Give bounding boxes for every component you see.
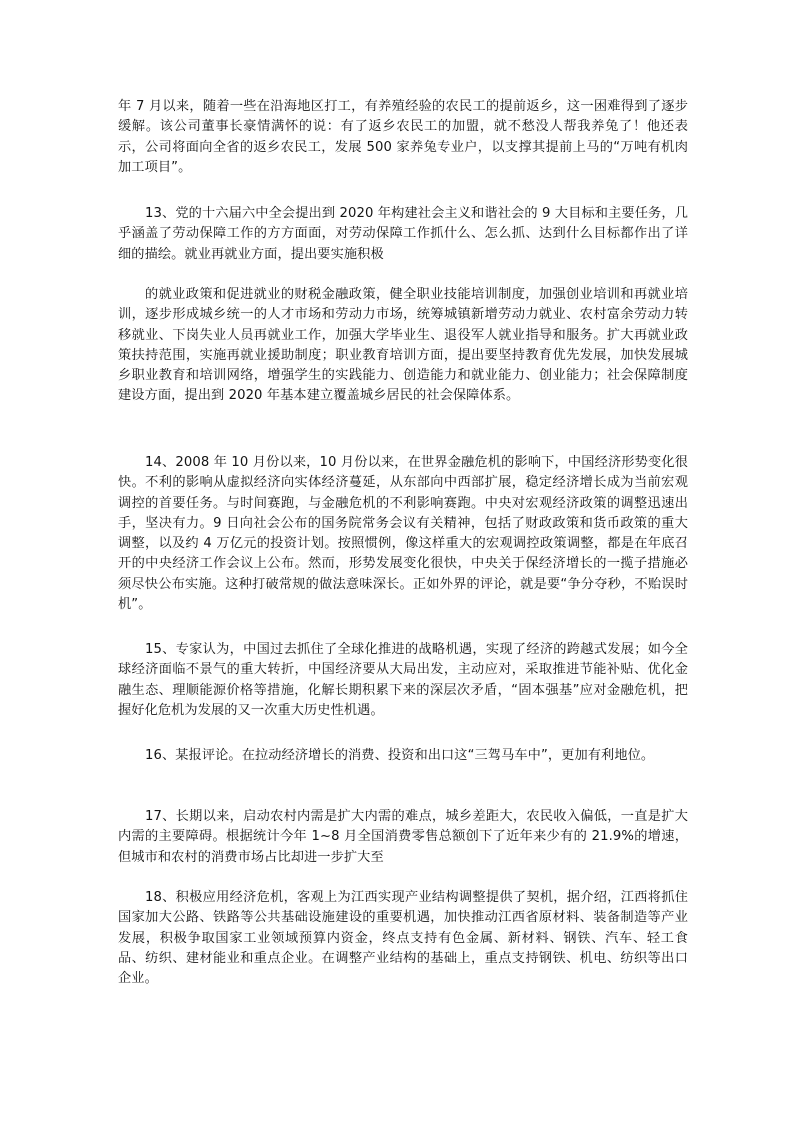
paragraph-continuation: 年 7 月以来，随着一些在沿海地区打工，有养殖经验的农民工的提前返乡，这一困难得到了逐步缓解。该公司董事长豪情满怀的说：有了返乡农民工的加盟，就不愁没人帮我养兔了！他还表示，公司将面向全省的返乡农民工，发展 500 家养兔专业户，以支撑其提前上马的“万吨有机肉加工项目”。: [118, 99, 688, 175]
paragraph-16: 16、某报评论。在拉动经济增长的消费、投资和出口这“三驾马车中”，更加有利地位。: [145, 748, 655, 763]
paragraph-17: 17、长期以来，启动农村内需是扩大内需的难点，城乡差距大，农民收入偏低，一直是扩大内需的主要障碍。根据统计今年 1~8 月全国消费零售总额创下了近年来少有的 21.9%的增速，但城市和农村的消费市场占比却进一步扩大至: [118, 809, 688, 865]
paragraph-18: 18、积极应用经济危机，客观上为江西实现产业结构调整提供了契机，据介绍，江西将抓住国家加大公路、铁路等公共基础设施建设的重要机遇，加快推动江西省原材料、装备制造等产业发展，积极争取国家工业领域预算内资金，终点支持有色金属、新材料、钢铁、汽车、轻工食品、纺织、建材能业和重点企业。在调整产业结构的基础上，重点支持钢铁、机电、纺织等出口企业。: [118, 890, 688, 987]
paragraph-15: 15、专家认为，中国过去抓住了全球化推进的战略机遇，实现了经济的跨越式发展；如今全球经济面临不景气的重大转折，中国经济要从大局出发，主动应对，采取推进节能补贴、优化金融生态、理顺能源价格等措施，化解长期积累下来的深层次矛盾，“固本强基”应对金融危机，把握好化危机为发展的又一次重大历史性机遇。: [118, 642, 688, 718]
paragraph-13: 13、党的十六届六中全会提出到 2020 年构建社会主义和谐社会的 9 大目标和主要任务，几乎涵盖了劳动保障工作的方方面面，对劳动保障工作抓什么、怎么抓、达到什么目标都作出了详细的描绘。就业再就业方面，提出要实施积极: [118, 206, 688, 262]
paragraph-14: 14、2008 年 10 月份以来，10 月份以来，在世界金融危机的影响下，中国经济形势变化很快。不利的影响从虚拟经济向实体经济蔓延，从东部向中西部扩展，稳定经济增长成为当前宏观调控的首要任务。与时间赛跑，与金融危机的不利影响赛跑。中央对宏观经济政策的调整迅速出手，坚决有力。9 日向社会公布的国务院常务会议有关精神，包括了财政政策和货币政策的重大调整，以及约 4 万亿元的投资计划。按照惯例，像这样重大的宏观调控政策调整，都是在年底召开的中央经济工作会议上公布。然而，形势发展变化很快，中央关于保经济增长的一揽子措施必须尽快公布实施。这种打破常规的做法意味深长。正如外界的评论，就是要“争分夺秒，不贻误时机”。: [118, 455, 688, 613]
paragraph-13-continued: 的就业政策和促进就业的财税金融政策，健全职业技能培训制度，加强创业培训和再就业培训，逐步形成城乡统一的人才市场和劳动力市场，统筹城镇新增劳动力就业、农村富余劳动力转移就业、下岗失业人员再就业工作，加强大学毕业生、退役军人就业指导和服务。扩大再就业政策扶持范围，实施再就业援助制度；职业教育培训方面，提出要坚持教育优先发展，加快发展城乡职业教育和培训网络，增强学生的实践能力、创造能力和就业能力、创业能力；社会保障制度建设方面，提出到 2020 年基本建立覆盖城乡居民的社会保障体系。: [118, 287, 688, 404]
